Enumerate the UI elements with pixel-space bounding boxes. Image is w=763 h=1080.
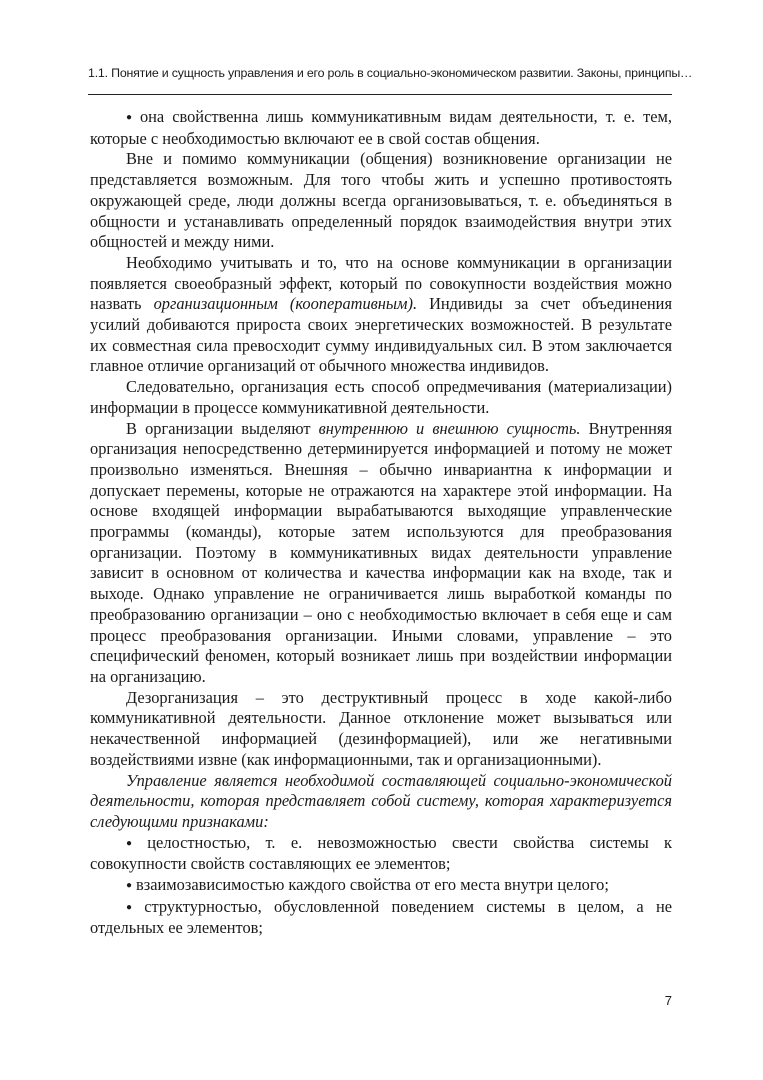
paragraph-text: Внутренняя организация непосредственно детерминируется информацией и потому не может произвольно изменяться. Внешняя – обычно инвариантна к информации и допускает перемены, которые не отражаются на характере этой информации. На основе входящей информации вырабатываются выходящие управленческие программы (команды), которые затем используются для преобразования организации. Поэтому в коммуникативных видах деятельности управление зависит в основном от количества и качества информации как на входе, так и выходе. Однако управление не ограничивается лишь выработкой команды по преобразованию организации – оно с необходимостью включает в себя еще и сам процесс преобразования организации. Иными словами, управление – это специфический феномен, который возникает лишь при воздействии информации на организацию. (90, 418, 672, 686)
bullet-paragraph: ● целостностью, т. е. невозможностью свести свойства системы к совокупности свойств составляющих ее элементов; (90, 833, 672, 875)
italic-term: организационным (кооперативным). (153, 294, 418, 314)
paragraph: Следовательно, организация есть способ опредмечивания (материализации) информации в процессе коммуникативной деятельности. (90, 377, 672, 417)
body-text (90, 107, 672, 939)
header-divider (88, 94, 672, 95)
paragraph (90, 253, 672, 377)
paragraph (90, 419, 672, 688)
paragraph: Дезорганизация – это деструктивный процесс в ходе какой-либо коммуникативной деятельности. Данное отклонение может вызываться или некачественной информацией (дезинформацией), или же негативными воздействиями извне (как информационными, так и организационными). (90, 687, 672, 769)
bullet-paragraph: ● структурностью, обусловленной поведением системы в целом, а не отдельных ее элементов; (90, 897, 672, 939)
paragraph: Вне и помимо коммуникации (общения) возникновение организации не представляется возможным. Для того чтобы жить и успешно противостоять окружающей среде, люди должны всегда организовываться, т. е. объединяться в общности и устанавливать определенный порядок взаимодействия внутри этих общностей и между ними. (90, 149, 672, 252)
paragraph-text: Индивиды за счет объединения усилий добиваются прироста своих энергетических возможностей. В результате их совместная сила превосходит сумму индивидуальных сил. В этом заключается главное отличие организаций от обычного множества индивидов. (90, 294, 672, 376)
italic-term: внутреннюю и внешнюю сущность. (318, 418, 581, 438)
italic-paragraph: Управление является необходимой составляющей социально-экономической деятельности, которая представляет собой систему, которая характеризуется следующими признаками: (90, 770, 672, 831)
page-number: 7 (664, 993, 672, 1008)
bullet-paragraph: ● взаимозависимостью каждого свойства от его места внутри целого; (90, 875, 672, 897)
paragraph-text: Необходимо учитывать и то, что на основе коммуникации в организации появляется своеобразный эффект, который по совокупности воздействия можно назвать (90, 252, 672, 314)
running-header: 1.1. Понятие и сущность управления и его роль в социально-экономическом развитии. Законы, принципы… (88, 66, 693, 80)
bullet-paragraph: ● она свойственна лишь коммуникативным видам деятельности, т. е. тем, которые с необходимостью включают ее в свой состав общения. (90, 107, 672, 149)
paragraph-text: В организации выделяют (126, 418, 319, 438)
